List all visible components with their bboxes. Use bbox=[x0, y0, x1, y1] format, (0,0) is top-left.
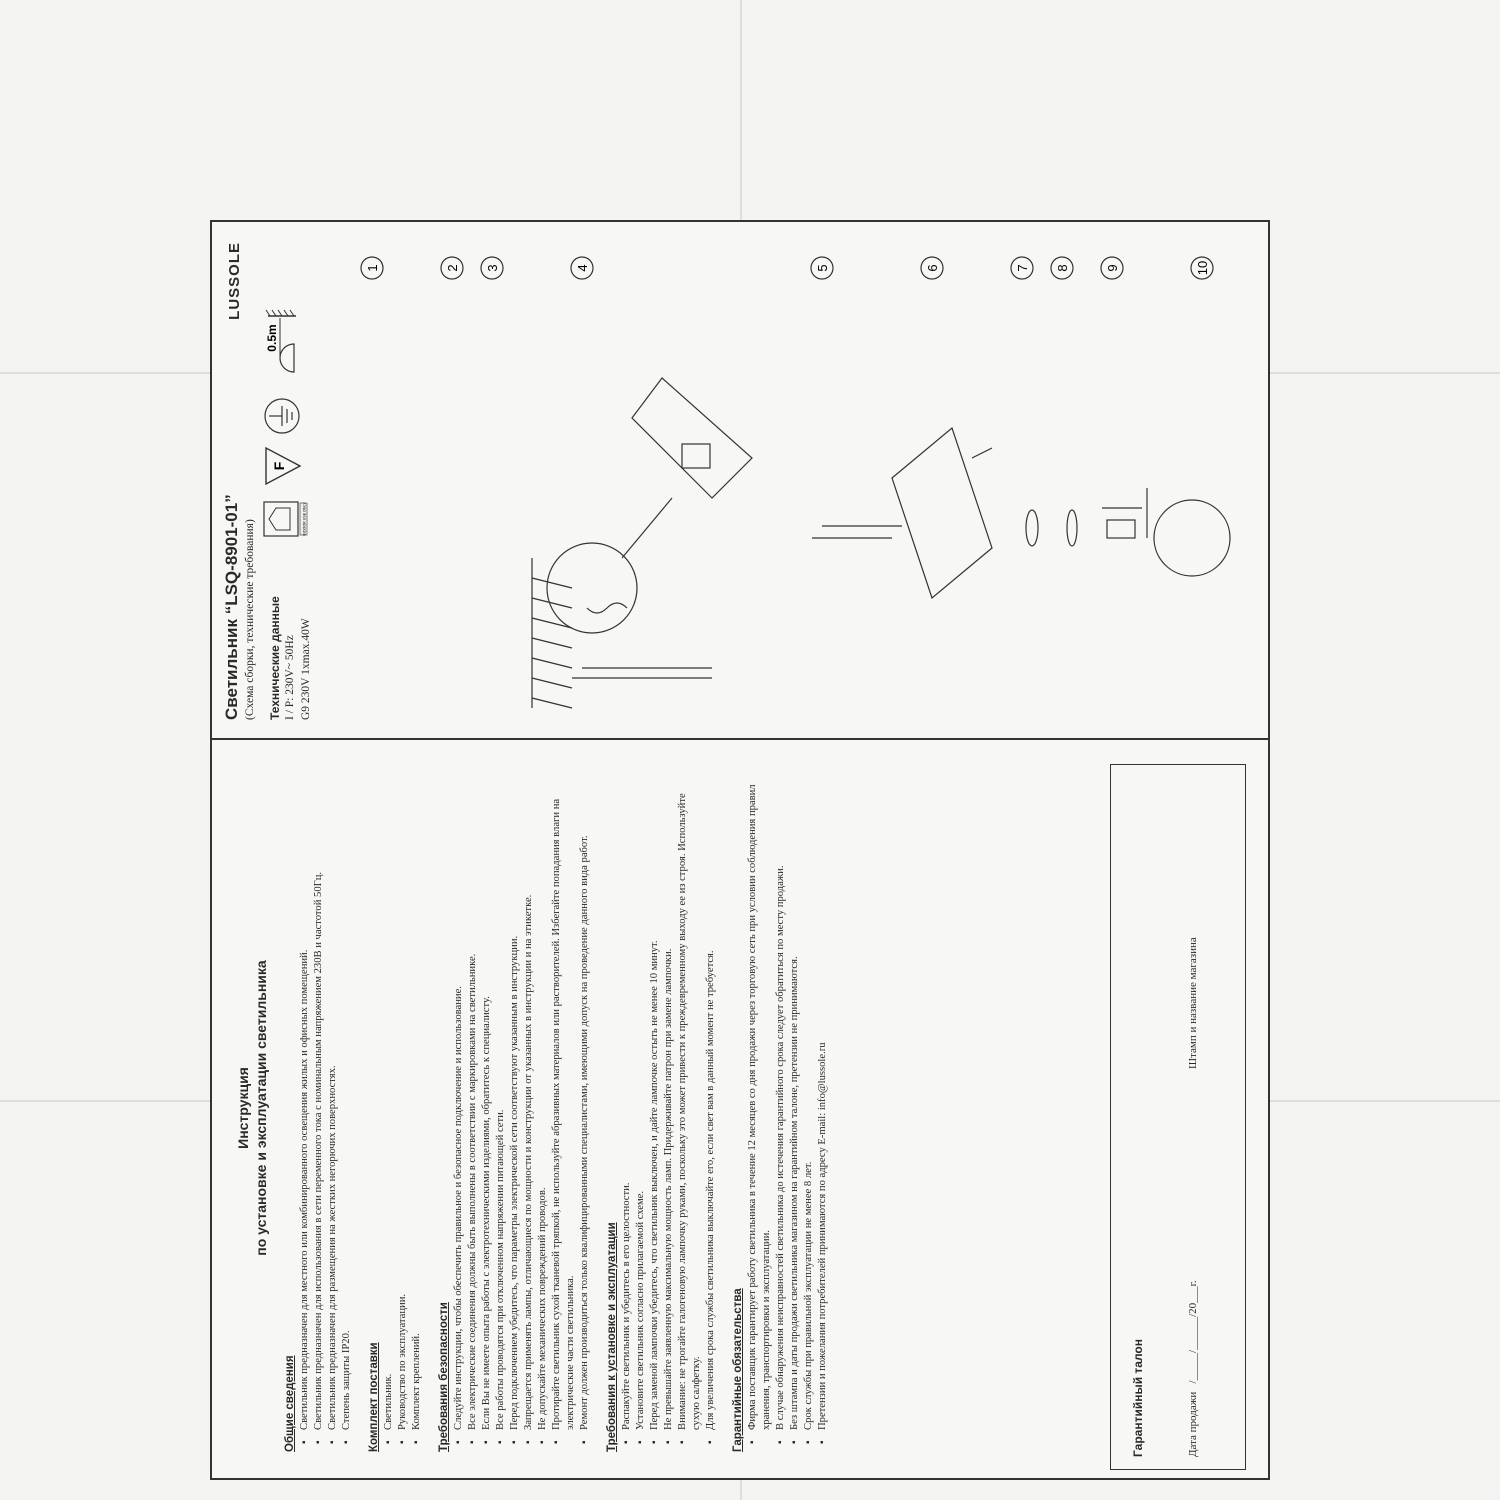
instruction-page bbox=[210, 220, 1270, 1480]
list-item: ▪ Запрещается применять лампы, отличающиеся по мощности и конструкции от указанных в инструкции и на этикетке. bbox=[522, 764, 536, 1444]
section-heading: Комплект поставки bbox=[368, 1342, 380, 1452]
sections-container bbox=[284, 764, 830, 1452]
callout-label: 6 bbox=[925, 264, 940, 272]
callout-7 bbox=[1011, 257, 1033, 279]
list-item: ▪ Не превышайте заявленную максимальную мощность ламп. Придерживайте патрон при замене лампочки. bbox=[662, 764, 676, 1444]
callout-label: 1 bbox=[365, 264, 380, 272]
list-item: ▪ Все электрические соединения должны быть выполнены в соответствии с маркировками на светильнике. bbox=[466, 764, 480, 1444]
section-list bbox=[452, 764, 592, 1452]
indoor-use-icon bbox=[264, 502, 307, 536]
brand-logo: LUSSOLE bbox=[226, 242, 243, 320]
callout-label: 3 bbox=[485, 264, 500, 272]
list-item: ▪ Если Вы не имеете опыта работы с электротехническими изделиями, обратитесь к специалисту. bbox=[480, 764, 494, 1444]
list-item: ▪ Установите светильник согласно прилагаемой схеме. bbox=[634, 764, 648, 1444]
list-item: ▪ В случае обнаружения неисправностей светильника до истечения гарантийного срока следует обратиться по месту продажи. bbox=[774, 764, 788, 1444]
section-heading: Гарантийные обязательства bbox=[732, 1288, 744, 1452]
list-item: ▪ Без штампа и даты продажи светильника магазином на гарантийном талоне, претензии не принимаются. bbox=[788, 764, 802, 1444]
wall-hatch bbox=[532, 578, 572, 708]
store-stamp-field: Штамп и название магазина bbox=[1187, 937, 1199, 1069]
list-item: ▪ Светильник. bbox=[382, 764, 396, 1444]
lamp-holder bbox=[682, 444, 710, 468]
section-heading: Требования к установке и эксплуатации bbox=[606, 1222, 618, 1452]
section-heading: Общие сведения bbox=[284, 1355, 296, 1452]
callout-label: 2 bbox=[445, 264, 460, 272]
ring-7 bbox=[1026, 510, 1038, 546]
mounting-plate bbox=[632, 378, 752, 498]
list-item: ▪ Все работы проводятся при отключенном напряжении питающей сети. bbox=[494, 764, 508, 1444]
indoor-label: INDOOR USE ONLY bbox=[302, 502, 307, 536]
ground-icon bbox=[265, 399, 299, 433]
product-title: Светильник “LSQ-8901-01” bbox=[222, 494, 241, 720]
min-distance-icon bbox=[265, 310, 296, 372]
section-list bbox=[620, 764, 718, 1452]
callout-label: 7 bbox=[1015, 264, 1030, 272]
assembly-diagram bbox=[332, 218, 1272, 738]
callout-2 bbox=[441, 257, 463, 279]
list-item: ▪ Светильник предназначен для размещения на жестких негорючих поверхностях. bbox=[326, 764, 340, 1444]
certification-symbols bbox=[260, 238, 330, 538]
callout-3 bbox=[481, 257, 503, 279]
list-item: ▪ Распакуйте светильник и убедитесь в его целостности. bbox=[620, 764, 634, 1444]
instructions-panel bbox=[210, 740, 1270, 1480]
list-item: ▪ Фирма поставщик гарантирует работу светильника в течение 12 месяцев со дня продажи через торговую сеть при условии соблюдения правил хранения, транспортировки и эксплуатации. bbox=[746, 764, 774, 1444]
fixing-screws bbox=[812, 526, 902, 538]
list-item: ▪ Протирайте светильник сухой тканевой тряпкой, не используйте абразивных материалов или растворителей. Избегайте попадания влаги на электрические части светильника. bbox=[550, 764, 578, 1444]
g9-bulb bbox=[1107, 520, 1135, 538]
list-item: ▪ Степень защиты IP20. bbox=[340, 764, 354, 1444]
warranty-card bbox=[1110, 764, 1246, 1470]
list-item: ▪ Не допускайте механических повреждений проводов. bbox=[536, 764, 550, 1444]
callout-10 bbox=[1191, 257, 1213, 279]
distance-label: 0.5m bbox=[265, 324, 279, 352]
callout-numbers bbox=[361, 257, 1213, 279]
wall-screws bbox=[572, 603, 712, 678]
list-item: ▪ Претензии и пожелания потребителей принимаются по адресу E-mail: info@lussole.ru bbox=[816, 764, 830, 1444]
callout-label: 10 bbox=[1195, 260, 1210, 276]
arrow-6 bbox=[972, 448, 992, 458]
document-title: Инструкция bbox=[235, 1067, 251, 1149]
tech-lamp: G9 230V 1xmax.40W bbox=[300, 618, 312, 720]
list-item: ▪ Внимание: не трогайте галогеновую лампочку руками, поскольку это может привести к преждевременному выходу ее из строя. Используйте сухую салфетку. bbox=[676, 764, 704, 1444]
list-item: ▪ Светильник предназначен для использования в сети переменного тока с номинальным напряжением 230В и частотой 50Гц. bbox=[312, 764, 326, 1444]
warranty-card-title: Гарантийный талон bbox=[1131, 1338, 1145, 1457]
product-subtitle: (Схема сборки, технические требования) bbox=[244, 519, 256, 720]
glass-shade bbox=[1154, 500, 1230, 576]
section-list bbox=[298, 764, 354, 1452]
callout-label: 4 bbox=[575, 264, 590, 272]
callout-9 bbox=[1101, 257, 1123, 279]
sale-date-field: Дата продажи /_____/______/20___г. bbox=[1187, 1280, 1199, 1457]
callout-4 bbox=[571, 257, 593, 279]
diagram-panel bbox=[210, 220, 1270, 740]
list-item: ▪ Ремонт должен производиться только квалифицированными специалистами, имеющими допуск на проведение данного вида работ. bbox=[578, 764, 592, 1444]
callout-label: 8 bbox=[1055, 264, 1070, 272]
tech-power: I / P: 230V~ 50Hz bbox=[284, 635, 296, 720]
callout-8 bbox=[1051, 257, 1073, 279]
canopy-plate bbox=[892, 428, 992, 598]
list-item: ▪ Светильник предназначен для местного или комбинированного освещения жилых и офисных помещений. bbox=[298, 764, 312, 1444]
list-item: ▪ Руководство по эксплуатации. bbox=[396, 764, 410, 1444]
callout-1 bbox=[361, 257, 383, 279]
list-item: ▪ Срок службы при правильной эксплуатации не менее 8 лет. bbox=[802, 764, 816, 1444]
section-list bbox=[382, 764, 424, 1452]
list-item: ▪ Комплект креплений. bbox=[410, 764, 424, 1444]
list-item: ▪ Перед заменой лампочки убедитесь, что светильник выключен, и дайте лампочке остыть не менее 10 минут. bbox=[648, 764, 662, 1444]
list-item: ▪ Для увеличения срока службы светильника выключайте его, если свет вам в данный момент не требуется. bbox=[704, 764, 718, 1444]
list-item: ▪ Следуйте инструкции, чтобы обеспечить правильное и безопасное подключение и использование. bbox=[452, 764, 466, 1444]
callout-5 bbox=[811, 257, 833, 279]
callout-label: 9 bbox=[1105, 264, 1120, 272]
callout-label: 5 bbox=[815, 264, 830, 272]
document-subtitle: по установке и эксплуатации светильника bbox=[253, 960, 269, 1256]
ring-8 bbox=[1067, 510, 1077, 546]
detail-pointer bbox=[622, 498, 672, 558]
f-mark-label: F bbox=[271, 461, 287, 471]
tech-data-heading: Технические данные bbox=[268, 596, 282, 720]
section-heading: Требования безопасности bbox=[438, 1302, 450, 1452]
callout-6 bbox=[921, 257, 943, 279]
section-list bbox=[746, 764, 830, 1452]
f-mark-icon bbox=[266, 448, 300, 484]
list-item: ▪ Перед подключением убедитесь, что параметры электрической сети соответствуют указанным в инструкции. bbox=[508, 764, 522, 1444]
